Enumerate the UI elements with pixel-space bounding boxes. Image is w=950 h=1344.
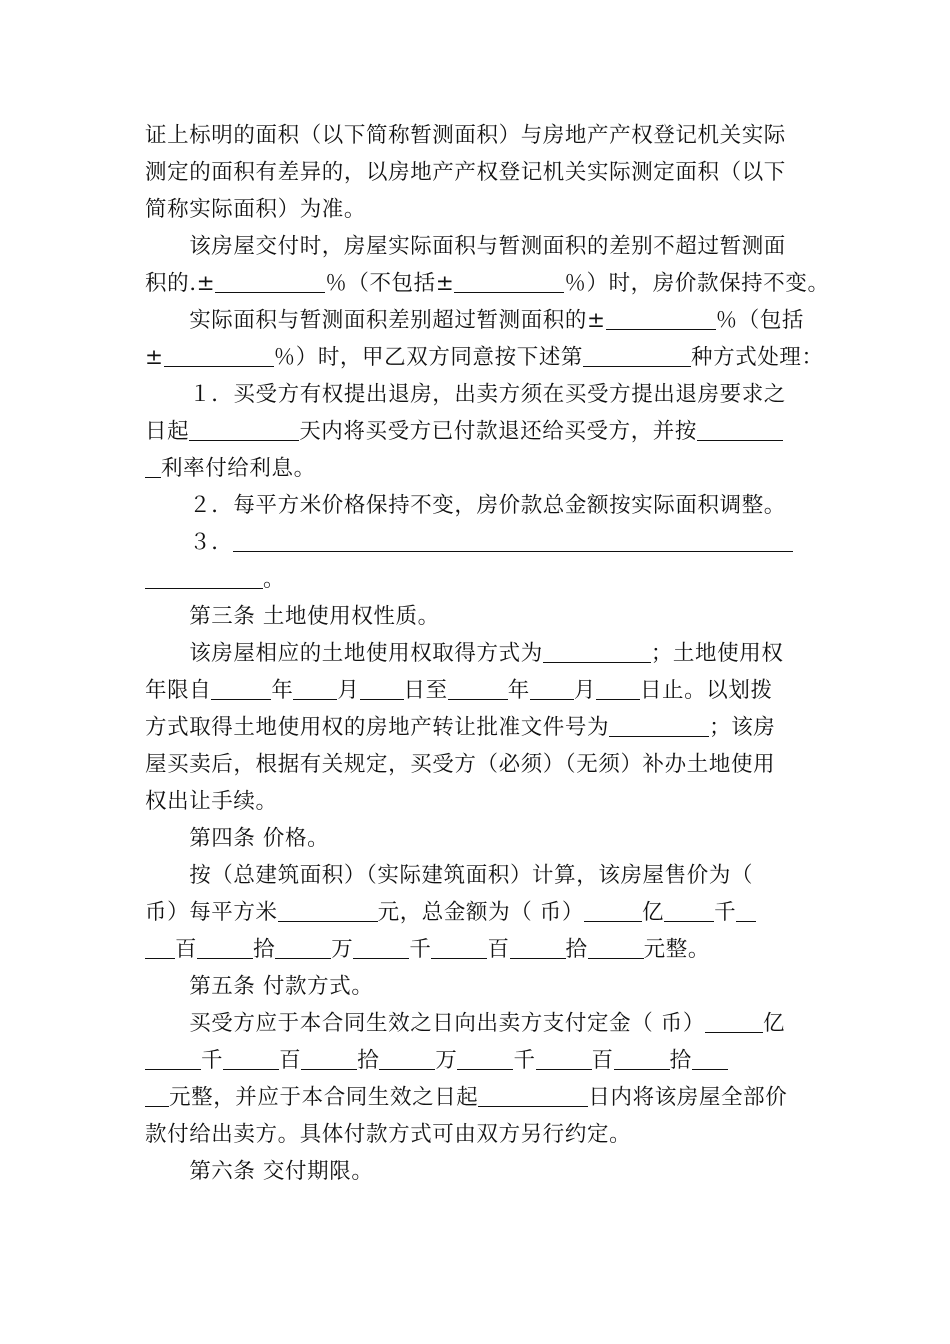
text: 日内将该房屋全部价 [588,1085,788,1110]
text: 百 [591,1048,614,1073]
blank-field[interactable] [454,270,564,293]
text-line [145,895,756,931]
text-line [145,1006,785,1042]
blank-field[interactable] [353,936,409,959]
text: 简称实际面积）为准。 [145,197,367,222]
text: １．买受方有权提出退房，出卖方须在买受方提出退房要求之 [145,382,786,407]
text: 按（总建筑面积）（实际建筑面积）计算，该房屋售价为（ [145,863,754,888]
blank-field[interactable] [448,677,508,700]
text: 亿 [641,900,665,925]
text: 元整。 [643,937,710,962]
blank-field[interactable] [278,899,378,922]
blank-field[interactable] [431,936,487,959]
text: 利率付给利息。 [161,456,316,481]
text: 日止。以划拨 [639,678,773,703]
text: 月 [573,678,596,703]
blank-field[interactable] [583,344,691,367]
text: 款付给出卖方。具体付款方式可由双方另行约定。 [145,1122,632,1147]
blank-field[interactable] [736,899,756,922]
text: 种方式处理： [691,345,824,370]
text: ％（包括 [715,308,805,333]
text: 积的.± [145,271,216,296]
text: 该房屋相应的土地使用权取得方式为 [145,641,543,666]
blank-field[interactable] [164,344,274,367]
blank-field[interactable] [275,936,331,959]
text: 年 [507,678,530,703]
text: 第五条 付款方式。 [145,974,374,999]
blank-field[interactable] [697,418,783,441]
blank-field[interactable] [189,418,299,441]
blank-field[interactable] [211,677,271,700]
text: ％）时，房价款保持不变。 [564,271,830,296]
blank-field[interactable] [692,1047,728,1070]
section-heading [145,969,373,1005]
text: 权出让手续。 [145,789,278,814]
text: 月 [337,678,360,703]
text: 千 [714,900,737,925]
blank-field[interactable] [215,270,325,293]
text: ％）时，甲乙双方同意按下述第 [273,345,584,370]
text: 百 [175,937,198,962]
text-line [145,1080,787,1116]
text: 天内将买受方已付款退还给买受方，并按 [299,419,698,444]
blank-field[interactable] [145,566,263,589]
text-line [145,414,783,450]
text-line [145,525,793,561]
text: 该房屋交付时，房屋实际面积与暂测面积的差别不超过暂测面 [145,234,786,259]
text-line [145,451,316,487]
text: 百 [487,937,510,962]
text: ％（不包括± [325,271,455,296]
blank-field[interactable] [543,640,651,663]
blank-field[interactable] [606,307,716,330]
text: 万 [331,937,354,962]
blank-field[interactable] [457,1047,513,1070]
text: 亿 [762,1011,786,1036]
blank-field[interactable] [145,455,161,478]
blank-field[interactable] [360,677,404,700]
blank-field[interactable] [584,899,642,922]
section-heading [145,599,440,635]
text-line [145,118,786,154]
text-line [145,155,786,191]
text-line [145,784,278,820]
blank-field[interactable] [233,529,793,552]
text-line [145,710,775,746]
text: ２．每平方米价格保持不变，房价款总金额按实际面积调整。 [145,493,786,518]
text: 拾 [253,937,276,962]
text: 百 [279,1048,302,1073]
blank-field[interactable] [478,1084,588,1107]
text: ；土地使用权 [650,641,784,666]
text-line [145,562,285,598]
text: 第四条 价格。 [145,826,330,851]
text: 方式取得土地使用权的房地产转让批准文件号为 [145,715,610,740]
text: 日至 [403,678,448,703]
text: 元整，并应于本合同生效之日起 [169,1085,479,1110]
text-line [145,192,366,228]
text-line [145,932,710,968]
text-line [145,1117,631,1153]
text-line [145,488,786,524]
text: 拾 [565,937,588,962]
blank-field[interactable] [197,936,253,959]
text: 。 [263,567,286,592]
text: 实际面积与暂测面积差别超过暂测面积的± [145,308,606,333]
text: 拾 [357,1048,380,1073]
text: 千 [409,937,432,962]
blank-field[interactable] [145,1047,201,1070]
blank-field[interactable] [293,677,337,700]
text: 年限自 [145,678,212,703]
section-heading [145,1154,373,1190]
blank-field[interactable] [588,936,644,959]
blank-field[interactable] [510,936,566,959]
text: 屋买卖后，根据有关规定，买受方（必须）（无须）补办土地使用 [145,752,776,777]
text: 第三条 土地使用权性质。 [145,604,440,629]
text: 买受方应于本合同生效之日向出卖方支付定金（ 币） [145,1011,705,1036]
text-line [145,377,786,413]
text: ３． [145,530,234,555]
blank-field[interactable] [664,899,714,922]
blank-field[interactable] [301,1047,357,1070]
text-line [145,858,753,894]
text-line [145,673,773,709]
text: 千 [201,1048,224,1073]
text-line [145,1043,728,1079]
blank-field[interactable] [614,1047,670,1070]
text: 拾 [669,1048,692,1073]
text: 元，总金额为（ 币） [377,900,584,925]
text-line [145,303,804,339]
text-line [145,340,824,376]
text-line [145,266,830,302]
section-heading [145,821,329,857]
blank-field[interactable] [223,1047,279,1070]
text-line [145,636,783,672]
blank-field[interactable] [536,1047,592,1070]
text-line [145,747,775,783]
text: 测定的面积有差异的，以房地产产权登记机关实际测定面积（以下 [145,160,786,185]
blank-field[interactable] [379,1047,435,1070]
text: 年 [271,678,294,703]
blank-field[interactable] [596,677,640,700]
blank-field[interactable] [609,714,709,737]
text: ± [145,345,164,370]
text: 千 [513,1048,536,1073]
blank-field[interactable] [530,677,574,700]
blank-field[interactable] [705,1010,763,1033]
blank-field[interactable] [145,1084,169,1107]
text-line [145,229,786,265]
blank-field[interactable] [145,936,175,959]
text: 证上标明的面积（以下简称暂测面积）与房地产产权登记机关实际 [145,123,786,148]
text: 日起 [145,419,190,444]
text: 币）每平方米 [145,900,278,925]
text: 万 [435,1048,458,1073]
text: ；该房 [709,715,776,740]
text: 第六条 交付期限。 [145,1159,374,1184]
